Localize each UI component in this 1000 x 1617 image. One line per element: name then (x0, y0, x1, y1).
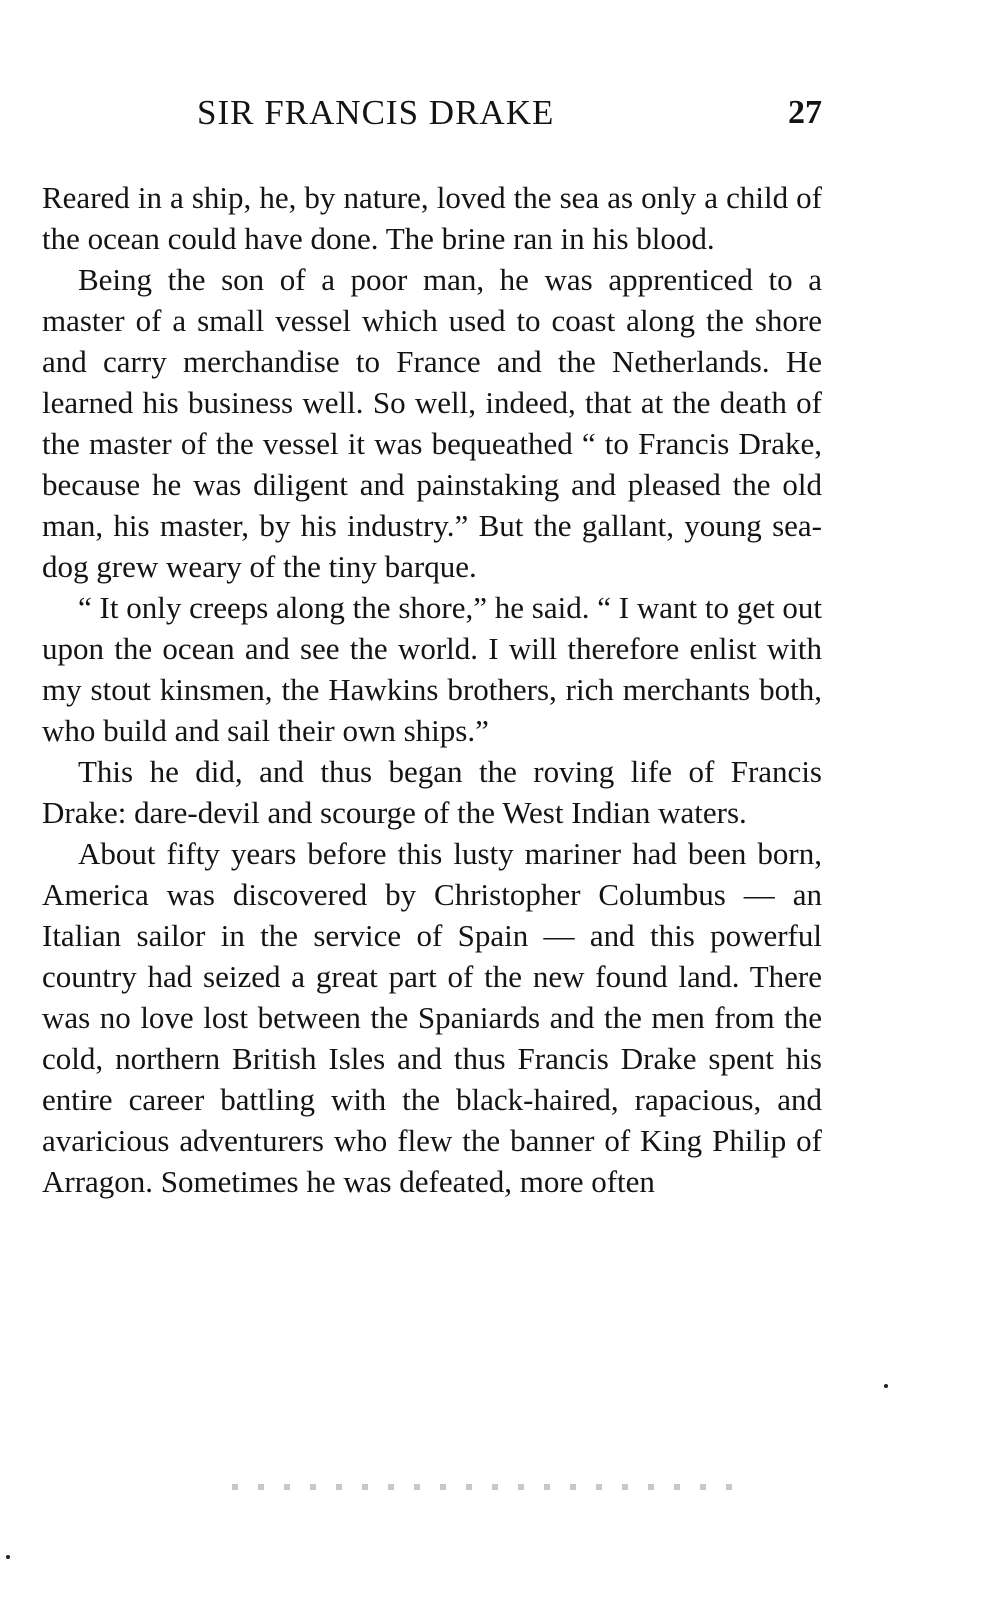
bleed-through-marks (232, 1484, 732, 1490)
ink-speck (884, 1384, 888, 1388)
paragraph-4: This he did, and thus began the roving life of Francis Drake: dare-devil and scourge of the West Indian waters. (42, 754, 822, 830)
ink-speck (6, 1555, 10, 1559)
body-text (42, 177, 822, 1202)
running-head (42, 90, 822, 136)
paragraph-2: Being the son of a poor man, he was apprenticed to a master of a small vessel which used to coast along the shore and carry merchandise to France and the Netherlands. He learned his business well. So well, indeed, that at the death of the master of the vessel it was bequeathed “ to Francis Drake, because he was diligent and painstaking and pleased the old man, his master, by his industry.” But the gallant, young sea-dog grew weary of the tiny barque. (42, 262, 822, 584)
paragraph-1: Reared in a ship, he, by nature, loved the sea as only a child of the ocean could have done. The brine ran in his blood. (42, 180, 822, 256)
paragraph-3: “ It only creeps along the shore,” he said. “ I want to get out upon the ocean and see the world. I will therefore enlist with my stout kinsmen, the Hawkins brothers, rich merchants both, who build and sail their own ships.” (42, 590, 822, 748)
page-number: 27 (788, 94, 822, 131)
paragraph-5: About fifty years before this lusty mariner had been born, America was discovered by Christopher Columbus — an Italian sailor in the service of Spain — and this powerful country had seized a great part of the new found land. There was no love lost between the Spaniards and the men from the cold, northern British Isles and thus Francis Drake spent his entire career battling with the black-haired, rapacious, and avaricious adventurers who flew the banner of King Philip of Arragon. Sometimes he was defeated, more often (42, 836, 822, 1199)
running-title: SIR FRANCIS DRAKE (197, 93, 555, 132)
